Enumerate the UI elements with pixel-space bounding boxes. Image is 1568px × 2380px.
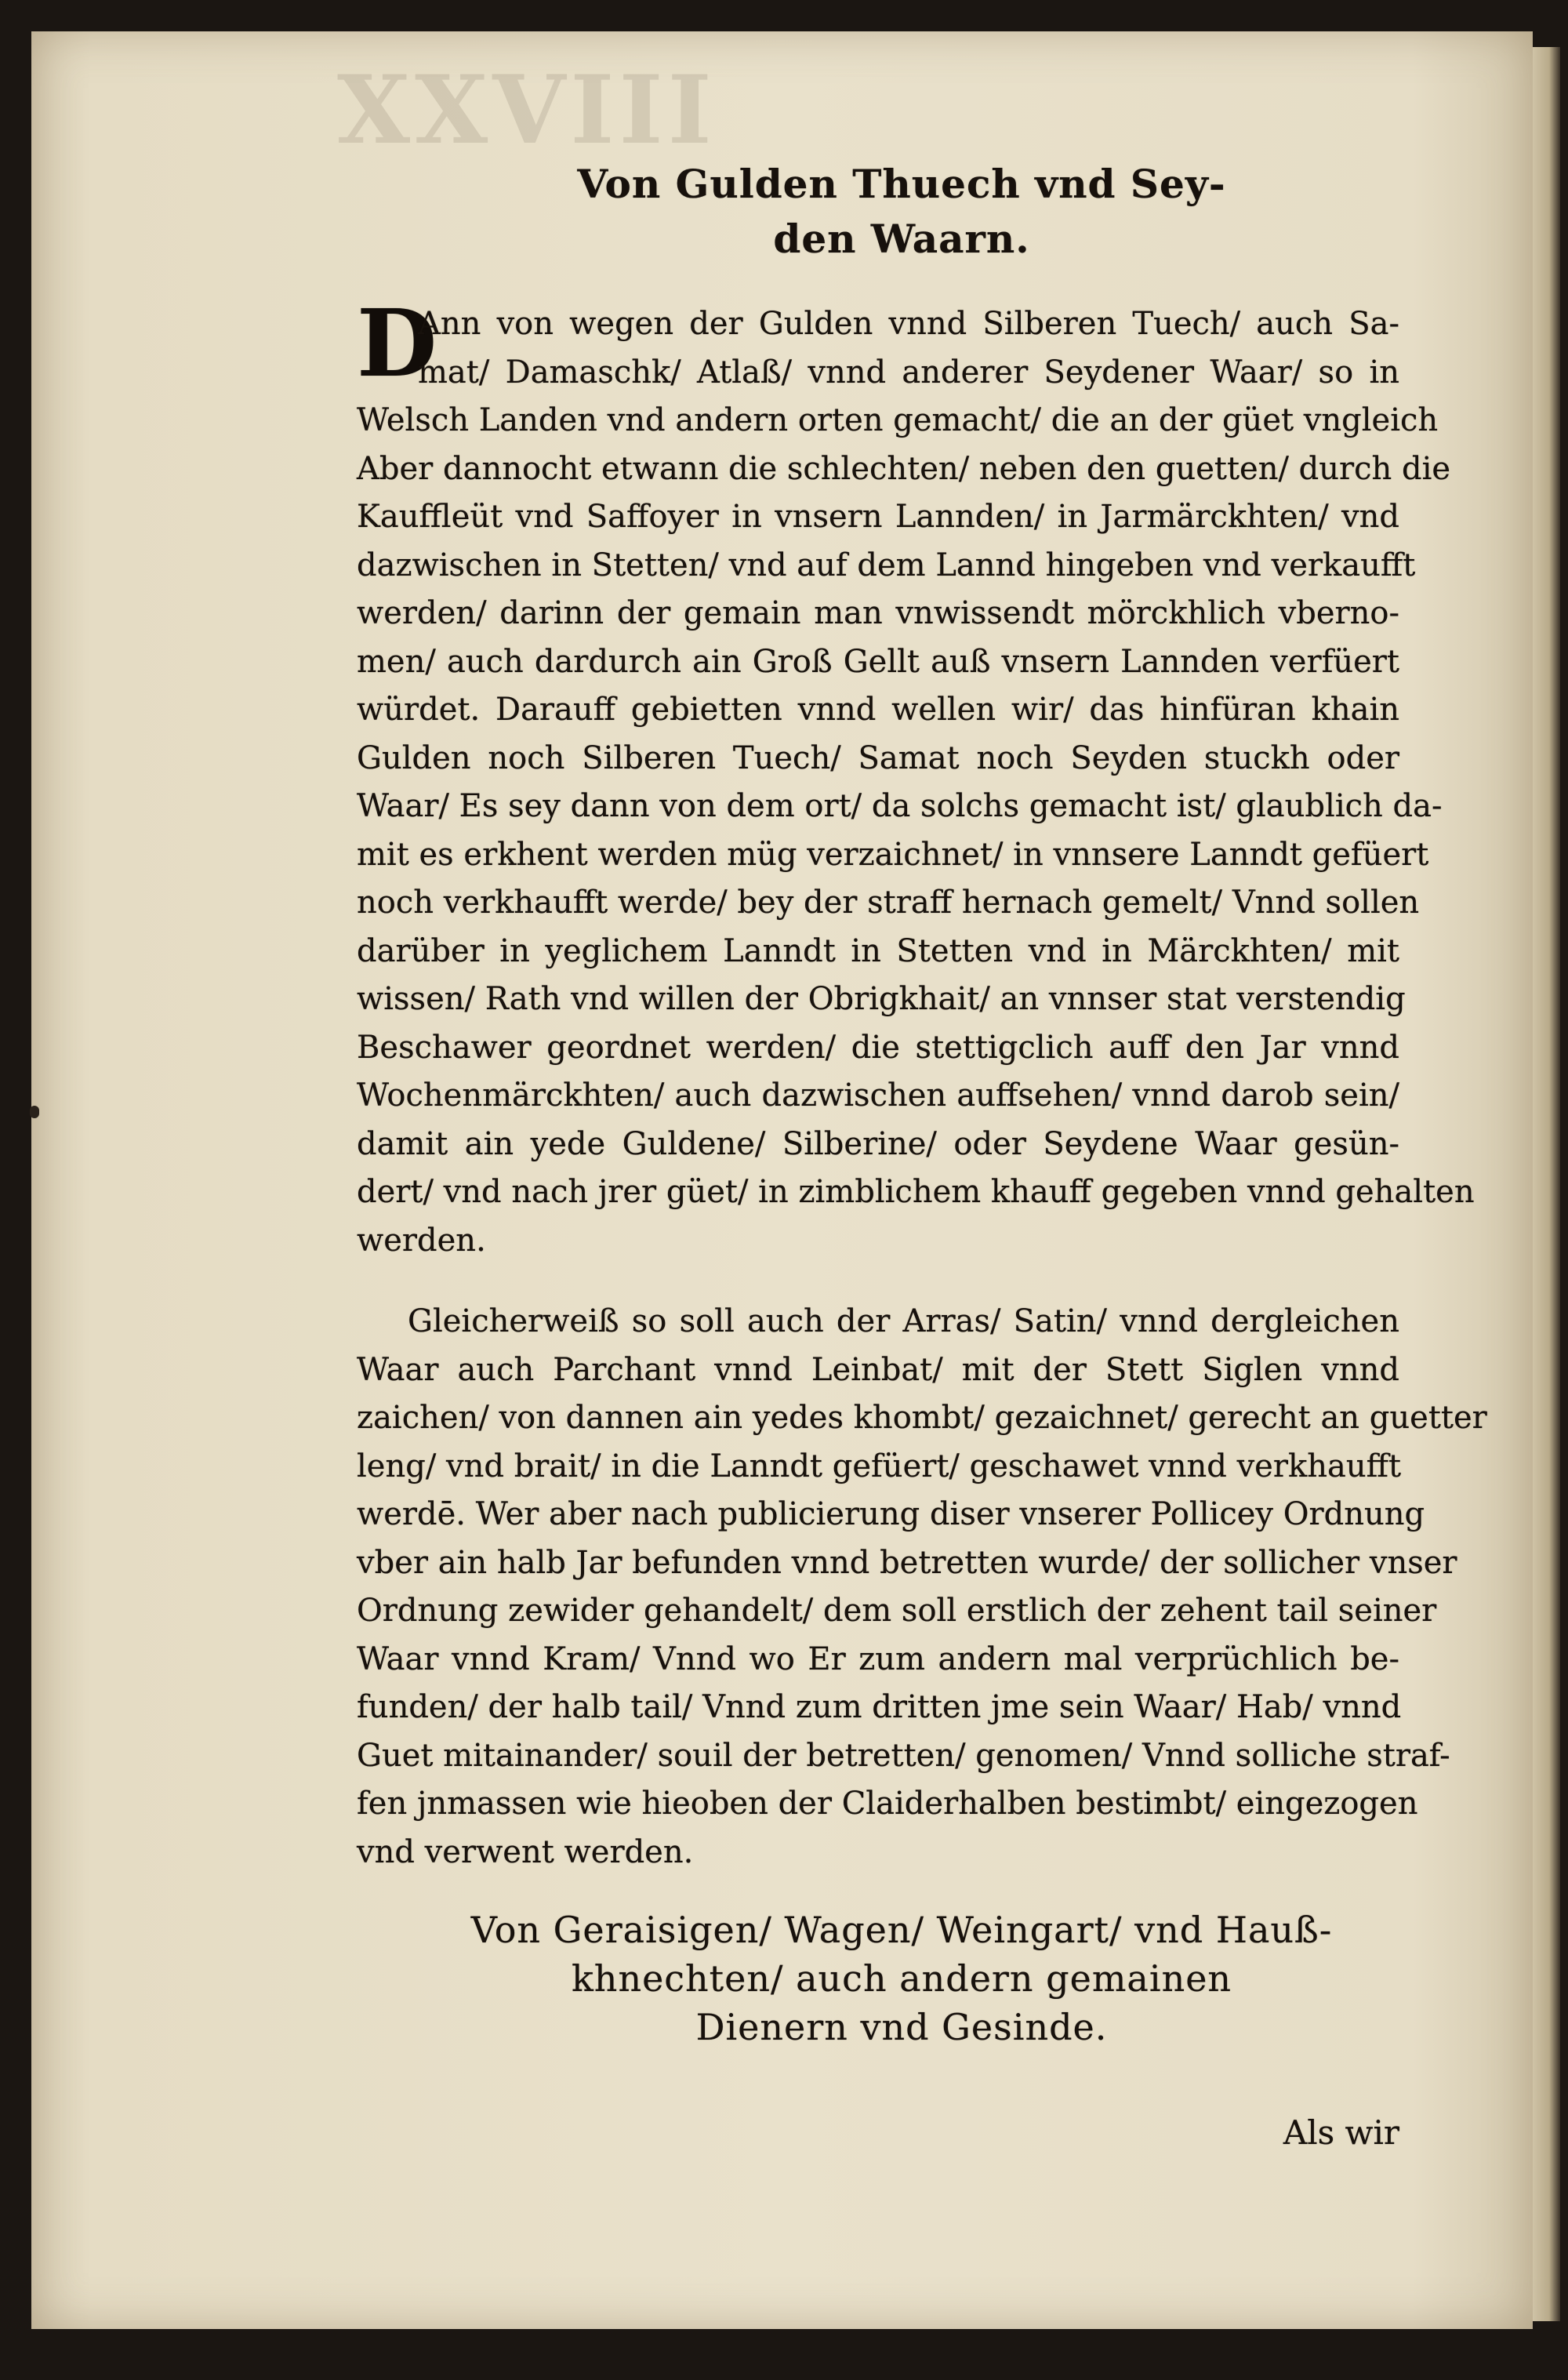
heading-line: khnechten/ auch andern gemainen bbox=[571, 1957, 1232, 2000]
paragraph-1 bbox=[357, 289, 1475, 1265]
text-line: dazwischen in Stetten/ vnd auf dem Lannd hingeben vnd verkaufft bbox=[357, 547, 1416, 583]
text-line: werden. bbox=[357, 1222, 486, 1259]
text-line: Beschawer geordnet werden/ die stettigclich auff den Jar vnnd bbox=[357, 1029, 1399, 1066]
text-line: Waar/ Es sey dann von dem ort/ da solchs gemacht ist/ glaublich da- bbox=[357, 788, 1443, 824]
text-line: damit ain yede Guldene/ Silberine/ oder Seydene Waar gesün- bbox=[357, 1125, 1399, 1162]
text-line: leng/ vnd brait/ in die Lanndt gefüert/ geschawet vnnd verkhaufft bbox=[357, 1448, 1402, 1484]
text-line: Ann von wegen der Gulden vnnd Silberen Tuech/ auch Sa- bbox=[418, 306, 1399, 342]
text-line: fen jnmassen wie hieoben der Claiderhalben bestimbt/ eingezogen bbox=[357, 1786, 1418, 1822]
text-line: Waar auch Parchant vnnd Leinbat/ mit der Stett Siglen vnnd bbox=[357, 1351, 1399, 1388]
section-heading-1 bbox=[361, 157, 1443, 267]
heading-line: den Waarn. bbox=[773, 216, 1030, 262]
text-line: Welsch Landen vnd andern orten gemacht/ die an der güet vngleich bbox=[357, 402, 1439, 438]
section-heading-2 bbox=[361, 1906, 1443, 2051]
catchword: Als wir bbox=[1283, 2113, 1399, 2152]
text-line: vber ain halb Jar befunden vnnd betretten wurde/ der sollicher vnser bbox=[357, 1544, 1457, 1581]
text-line: Gulden noch Silberen Tuech/ Samat noch Seyden stuckh oder bbox=[357, 739, 1399, 776]
text-line: Ordnung zewider gehandelt/ dem soll erstlich der zehent tail seiner bbox=[357, 1593, 1437, 1629]
heading-line: Von Geraisigen/ Wagen/ Weingart/ vnd Hauß- bbox=[470, 1909, 1333, 1951]
page-fore-edge bbox=[1533, 47, 1560, 2321]
paragraph-2 bbox=[357, 1298, 1487, 1877]
text-line: men/ auch dardurch ain Groß Gellt auß vnsern Lannden verfüert bbox=[357, 643, 1399, 680]
text-line: vnd verwent werden. bbox=[357, 1833, 694, 1870]
text-line: Guet mitainander/ souil der betretten/ genomen/ Vnnd solliche straf- bbox=[357, 1737, 1450, 1774]
text-line: mat/ Damaschk/ Atlaß/ vnnd anderer Seydener Waar/ so in bbox=[418, 354, 1399, 391]
text-line: würdet. Darauff gebietten vnnd wellen wir/ das hinfüran khain bbox=[357, 692, 1399, 728]
heading-line: Von Gulden Thuech vnd Sey- bbox=[577, 161, 1226, 207]
text-line: noch verkhaufft werde/ bey der straff hernach gemelt/ Vnnd sollen bbox=[357, 885, 1420, 921]
text-line: Wochenmärckhten/ auch dazwischen auffsehen/ vnnd darob sein/ bbox=[357, 1077, 1399, 1114]
text-line: werden/ darinn der gemain man vnwissendt mörckhlich vberno- bbox=[357, 595, 1399, 631]
text-line: wissen/ Rath vnd willen der Obrigkhait/ an vnnser stat verstendig bbox=[357, 981, 1406, 1017]
text-line: dert/ vnd nach jrer güet/ in zimblichem khauff gegeben vnnd gehalten bbox=[357, 1174, 1475, 1210]
text-line: Gleicherweiß so soll auch der Arras/ Satin/ vnnd dergleichen bbox=[408, 1303, 1399, 1339]
text-line: funden/ der halb tail/ Vnnd zum dritten jme sein Waar/ Hab/ vnnd bbox=[357, 1689, 1402, 1725]
binding-mark bbox=[30, 1106, 39, 1118]
signature-mark: XXVIII bbox=[337, 55, 717, 165]
text-line: Aber dannocht etwann die schlechten/ neben den guetten/ durch die bbox=[357, 450, 1451, 487]
text-line: Waar vnnd Kram/ Vnnd wo Er zum andern mal verprüchlich be- bbox=[357, 1641, 1399, 1677]
drop-cap: D bbox=[357, 289, 437, 398]
heading-line: Dienern vnd Gesinde. bbox=[695, 2006, 1108, 2048]
text-line: mit es erkhent werden müg verzaichnet/ in vnnsere Lanndt gefüert bbox=[357, 836, 1429, 873]
text-line: werdē. Wer aber nach publicierung diser vnserer Pollicey Ordnung bbox=[357, 1496, 1425, 1532]
text-line: darüber in yeglichem Lanndt in Stetten vnd in Märckhten/ mit bbox=[357, 932, 1399, 969]
text-line: Kauffleüt vnd Saffoyer in vnsern Lannden/ in Jarmärckhten/ vnd bbox=[357, 499, 1399, 535]
text-line: zaichen/ von dannen ain yedes khombt/ gezaichnet/ gerecht an guetter bbox=[357, 1400, 1487, 1436]
